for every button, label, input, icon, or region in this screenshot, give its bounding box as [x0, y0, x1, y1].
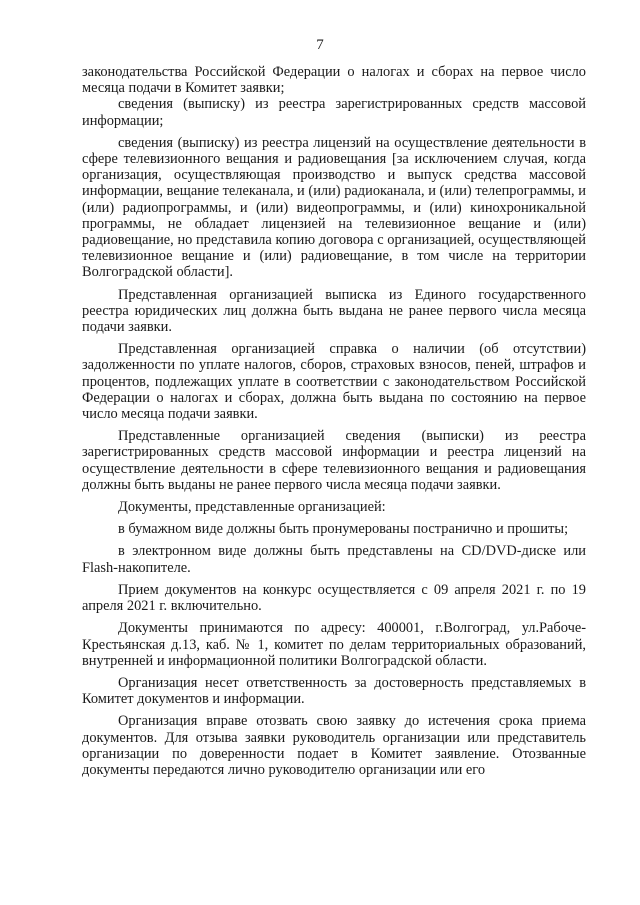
- paragraph-egrul-extract: Представленная организацией выписка из Единого государственного реестра юридических лиц должна быть выдана не ранее первого числа месяца подачи заявки.: [82, 286, 586, 336]
- paragraph-withdrawal: Организация вправе отозвать свою заявку до истечения срока приема документов. Для отзыва заявки руководитель организации или представитель организации по доверенности подает в Комитет заявление. Отозванные документы передаются лично руководителю организации или его: [82, 713, 586, 778]
- paragraph-documents-intro: Документы, представленные организацией:: [118, 499, 386, 516]
- paragraph-address: Документы принимаются по адресу: 400001, г.Волгоград, ул.Рабоче-Крестьянская д.13, каб. № 1, комитет по делам территориальных образований, внутренней и информационной политики Волгоградской области.: [82, 620, 586, 669]
- paragraph-responsibility: Организация несет ответственность за достоверность представляемых в Комитет документов и информации.: [82, 674, 586, 708]
- paragraph-license-registry: сведения (выписку) из реестра лицензий на осуществление деятельности в сфере телевизионного вещания и радиовещания [за исключением случая, когда организация, осуществляющая производство и выпуск средства массовой информации, вещание телеканала, и (или) радиоканала, и (или) телепрограммы, и (или) радиопрограммы, и (или) видеопрограммы, и (или) кинохроникальной программы, не обладает лицензией на телевизионное вещание и (или) радиовещание, но представила копию договора с организацией, осуществляющей телевизионное вещание и (или) радиовещание, в том числе на территории Волгоградской области].: [82, 134, 586, 281]
- page-number: 7: [316, 37, 324, 53]
- paragraph-tax-certificate: Представленная организацией справка о наличии (об отсутствии) задолженности по уплате налогов, сборов, страховых взносов, пеней, штрафов и процентов, подлежащих уплате в соответствии с законодательством Российской Федерации о налогах и сборах, должна быть выдана по состоянию на первое число месяца подачи заявки.: [82, 341, 586, 423]
- paragraph-acceptance-period: Прием документов на конкурс осуществляется с 09 апреля 2021 г. по 19 апреля 2021 г. включительно.: [82, 581, 586, 615]
- paragraph-paper-form: в бумажном виде должны быть пронумерованы постранично и прошиты;: [118, 521, 569, 538]
- paragraph-continuation: законодательства Российской Федерации о налогах и сборах на первое число месяца подачи в Комитет заявки;: [82, 64, 586, 97]
- paragraph-registry-info-dates: Представленные организацией сведения (выписки) из реестра зарегистрированных средств массовой информации и реестра лицензий на осуществление деятельности в сфере телевизионного вещания и радиовещания должны быть выданы не ранее первого числа месяца подачи заявки.: [82, 428, 586, 493]
- paragraph-electronic-form: в электронном виде должны быть представлены на CD/DVD-диске или Flash-накопителе.: [82, 543, 586, 576]
- document-body: [82, 64, 586, 778]
- paragraph-mass-media-registry: сведения (выписку) из реестра зарегистрированных средств массовой информации;: [82, 96, 586, 129]
